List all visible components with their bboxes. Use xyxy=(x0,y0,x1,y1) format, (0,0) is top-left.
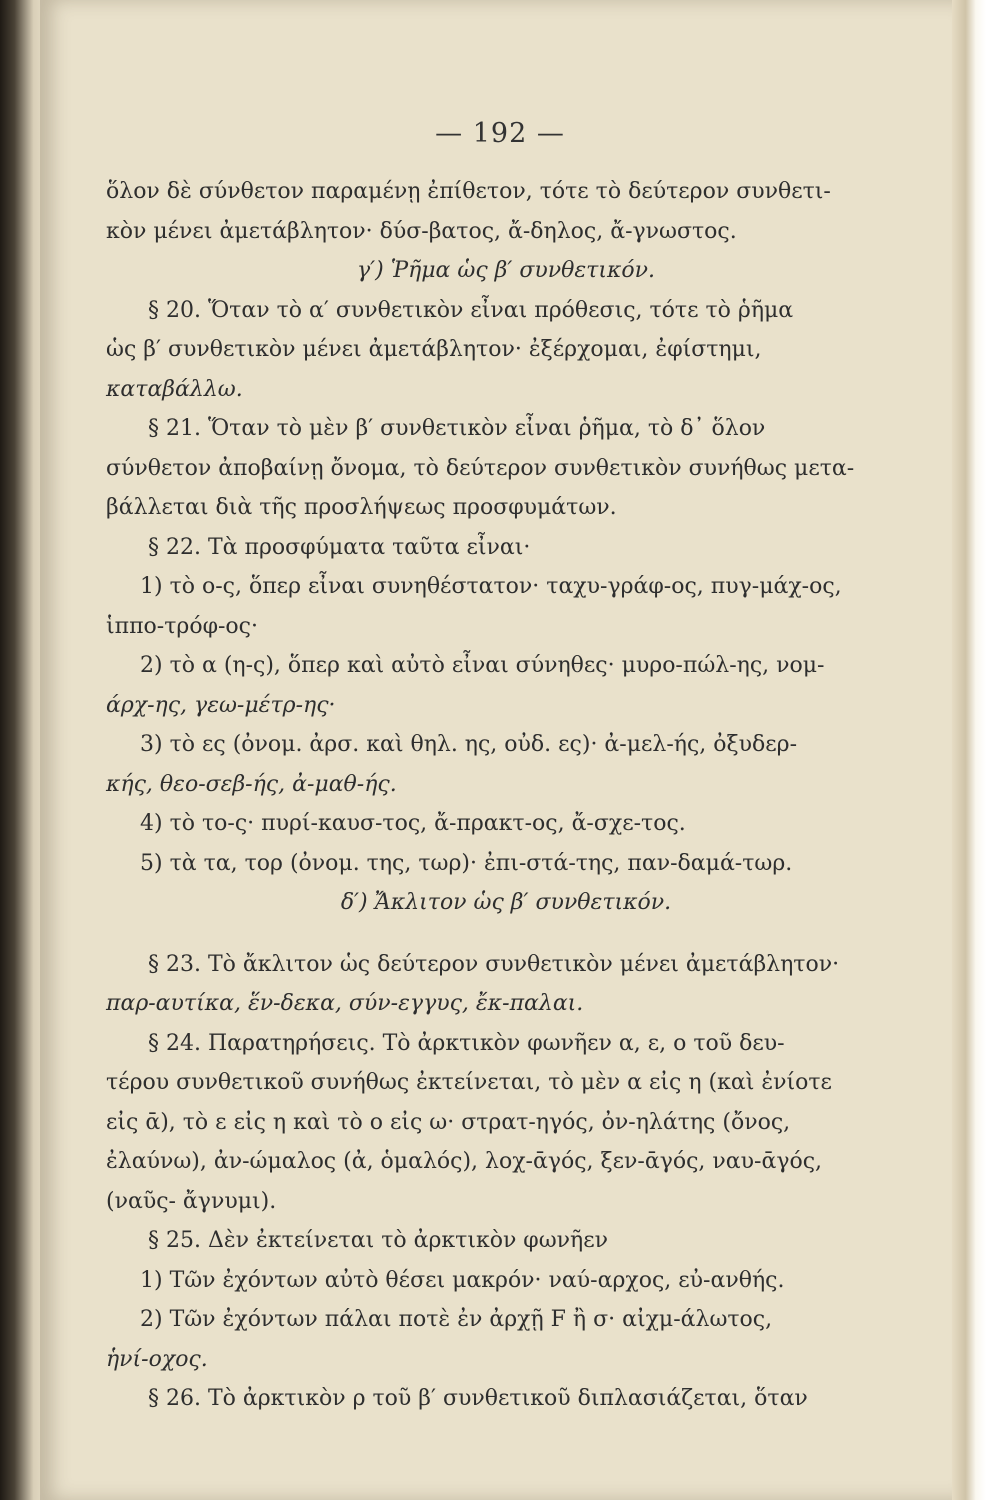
text-line: γ′) Ῥῆμα ὡς β′ συνθετικόν. xyxy=(356,258,656,283)
section-gap xyxy=(106,923,906,945)
text-line: άρχ-ης, γεω-μέτρ-ης· xyxy=(106,692,336,718)
text-line: 4) τὸ το-ς· πυρί-καυσ-τος, ἄ-πρακτ-ος, ἄ-σχε-τος. xyxy=(140,811,686,836)
text-line: 3) τὸ ες (ὀνομ. ἀρσ. καὶ θηλ. ης, οὐδ. ες)· ἀ-μελ-ής, ὀξυδερ- xyxy=(140,732,798,757)
text-line: ἡνί-οχος. xyxy=(106,1346,208,1372)
text-line: ὅλον δὲ σύνθετον παραμένῃ ἐπίθετον, τότε τὸ δεύτερον συνθετι- xyxy=(106,179,831,204)
text-line: βάλλεται διὰ τῆς προσλήψεως προσφυμάτων. xyxy=(106,495,617,520)
text-line: κής, θεο-σεβ-ής, ἀ-μαθ-ής. xyxy=(106,771,397,797)
text-line: § 24. Παρατηρήσεις. Τὸ ἀρκτικὸν φωνῆεν α, ε, ο τοῦ δευ- xyxy=(148,1030,785,1056)
text-line: τέρου συνθετικοῦ συνήθως ἐκτείνεται, τὸ μὲν α εἰς η (καὶ ἐνίοτε xyxy=(106,1070,832,1095)
page-number: — 192 — xyxy=(435,118,565,149)
text-line: 2) Τῶν ἐχόντων πάλαι ποτὲ ἐν ἀρχῇ F ἢ σ· αἰχμ-άλωτος, xyxy=(140,1307,773,1332)
text-line: § 21. Ὅταν τὸ μὲν β′ συνθετικὸν εἶναι ῥῆμα, τὸ δ᾽ ὅλον xyxy=(148,416,766,441)
text-line: § 20. Ὅταν τὸ α′ συνθετικὸν εἶναι πρόθεσις, τότε τὸ ῥῆμα xyxy=(148,297,794,323)
next-page-edge xyxy=(952,0,986,1500)
text-line: δ′) Ἄκλιτον ὡς β′ συνθετικόν. xyxy=(340,890,672,915)
text-line: 5) τὰ τα, τορ (ὀνομ. της, τωρ)· ἐπι-στά-της, παν-δαμά-τωρ. xyxy=(140,850,793,876)
text-line: εἰς ᾱ), τὸ ε εἰς η καὶ τὸ ο εἰς ω· στρατ-ηγός, ὀν-ηλάτης (ὄνος, xyxy=(106,1109,791,1135)
text-line: § 25. Δὲν ἐκτείνεται τὸ ἀρκτικὸν φωνῆεν xyxy=(148,1228,608,1253)
text-line: καταβάλλω. xyxy=(106,376,243,402)
text-line: 1) Τῶν ἐχόντων αὐτὸ θέσει μακρόν· ναύ-αρχος, εὐ-ανθής. xyxy=(140,1267,785,1293)
text-line: § 26. Τὸ ἀρκτικὸν ρ τοῦ β′ συνθετικοῦ διπλασιάζεται, ὅταν xyxy=(148,1386,808,1411)
text-line: (ναῦς- ἄγνυμι). xyxy=(106,1188,277,1214)
text-line: σύνθετον ἀποβαίνῃ ὄνομα, τὸ δεύτερον συνθετικὸν συνήθως μετα- xyxy=(106,455,855,481)
text-line: κὸν μένει ἀμετάβλητον· δύσ-βατος, ἄ-δηλος, ἄ-γνωστος. xyxy=(106,218,737,244)
text-line: ἐλαύνω), ἀν-ώμαλος (ἀ, ὁμαλός), λοχ-ᾱγός, ξεν-ᾱγός, ναυ-ᾱγός, xyxy=(106,1149,823,1174)
page-text-block xyxy=(106,172,906,1419)
text-line: 1) τὸ ο-ς, ὅπερ εἶναι συνηθέστατον· ταχυ-γράφ-ος, πυγ-μάχ-ος, xyxy=(140,574,842,599)
text-line: § 23. Τὸ ἄκλιτον ὡς δεύτερον συνθετικὸν μένει ἀμετάβλητον· xyxy=(148,951,840,977)
text-line: § 22. Τὰ προσφύματα ταῦτα εἶναι· xyxy=(148,534,531,560)
text-line: ἱππο-τρόφ-ος· xyxy=(106,613,258,639)
text-line: 2) τὸ α (η-ς), ὅπερ καὶ αὐτὸ εἶναι σύνηθες· μυρο-πώλ-ης, νομ- xyxy=(140,653,825,678)
text-line: παρ-αυτίκα, ἕν-δεκα, σύν-εγγυς, ἔκ-παλαι. xyxy=(106,991,584,1016)
text-line: ὡς β′ συνθετικὸν μένει ἀμετάβλητον· ἐξέρχομαι, ἐφίστημι, xyxy=(106,337,762,362)
